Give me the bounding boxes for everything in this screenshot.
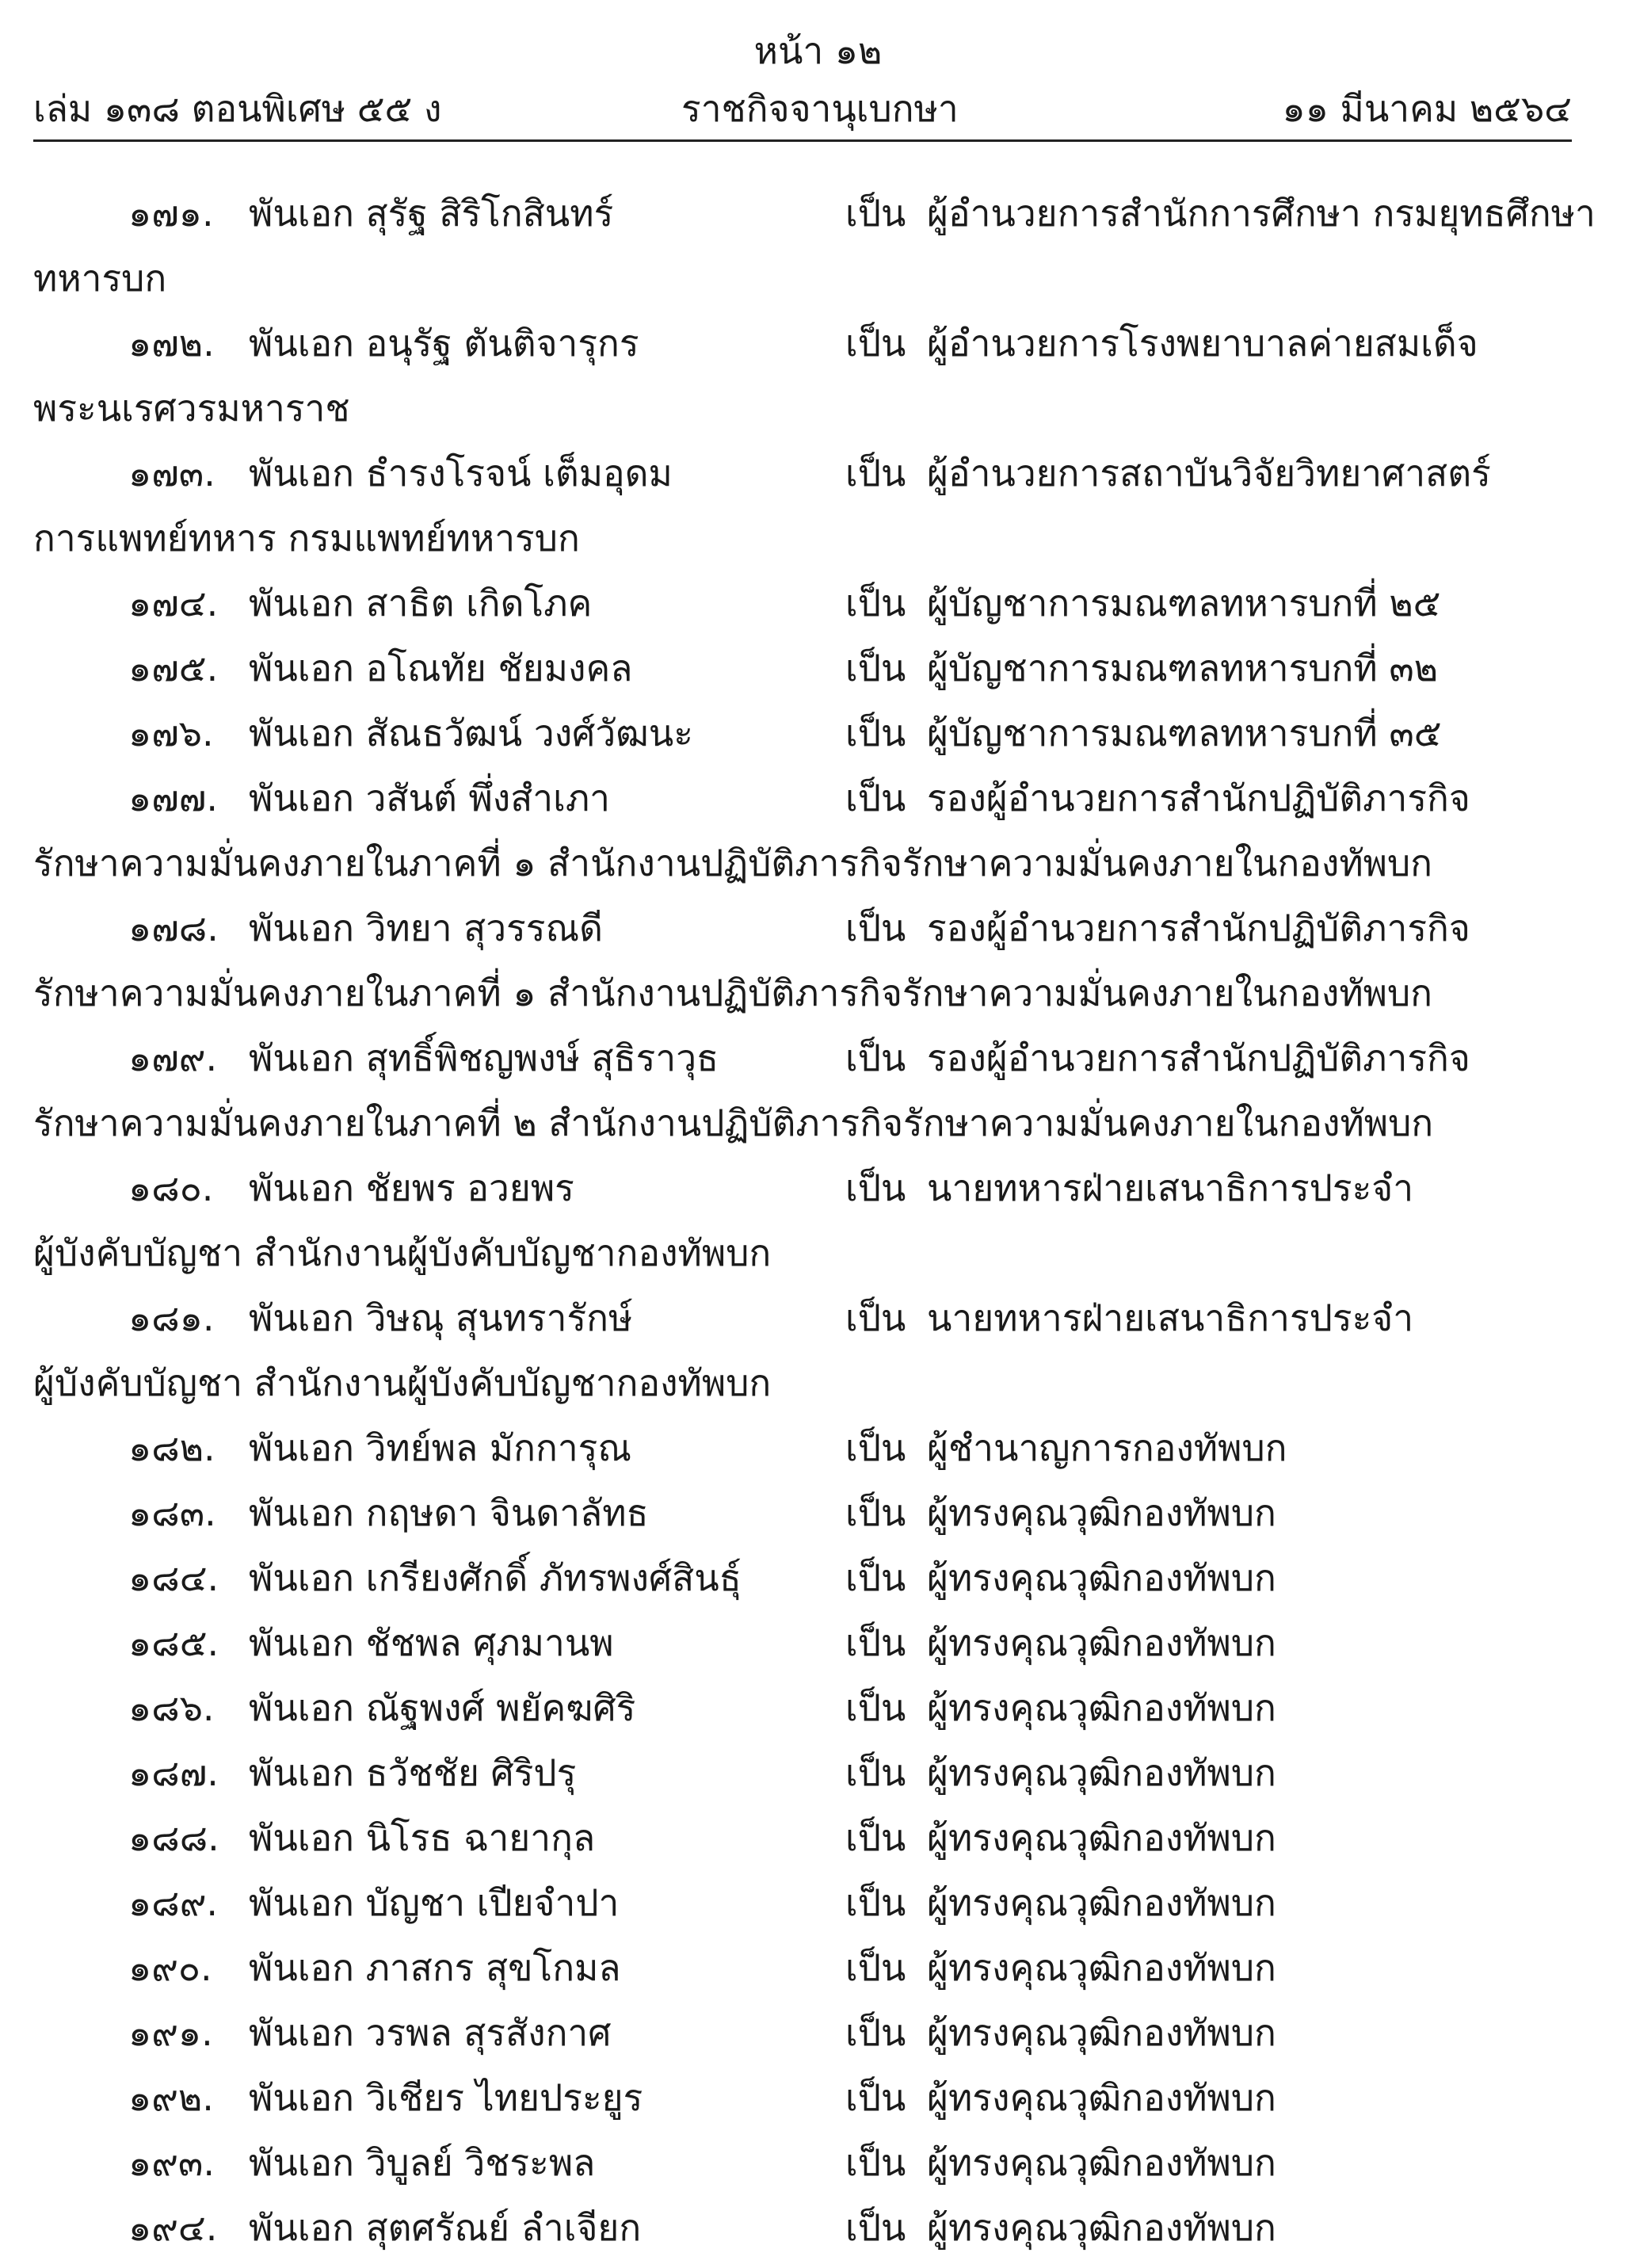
entry-line bbox=[33, 895, 1572, 960]
entry-line bbox=[33, 2195, 1572, 2260]
position-title: ผู้ทรงคุณวุฒิกองทัพบก bbox=[927, 1556, 1276, 1599]
appointment-entry bbox=[33, 2000, 1572, 2065]
appointment-entry bbox=[33, 1740, 1572, 1805]
entry-number: ๑๗๔. bbox=[128, 582, 219, 624]
entry-line bbox=[33, 1610, 1572, 1675]
entry-number: ๑๗๓. bbox=[128, 452, 215, 494]
appointed-as-label: เป็น bbox=[845, 1686, 906, 1729]
officer-name: พันเอก ชัชพล ศุภมานพ bbox=[249, 1621, 614, 1664]
entry-number: ๑๙๔. bbox=[128, 2206, 218, 2249]
appointed-as-label: เป็น bbox=[845, 2206, 906, 2249]
position-title: รองผู้อำนวยการสำนักปฏิบัติภารกิจ bbox=[927, 777, 1470, 819]
appointed-as-label: เป็น bbox=[845, 1881, 906, 1924]
officer-name: พันเอก วิทย์พล มักการุณ bbox=[249, 1426, 632, 1469]
position-title: ผู้ทรงคุณวุฒิกองทัพบก bbox=[927, 1621, 1276, 1664]
position-title: นายทหารฝ่ายเสนาธิการประจำ bbox=[927, 1166, 1414, 1209]
officer-name: พันเอก วิบูลย์ วิชระพล bbox=[249, 2141, 596, 2184]
gazette-header bbox=[33, 82, 1572, 135]
appointed-as-label: เป็น bbox=[845, 1621, 906, 1664]
officer-name: พันเอก นิโรธ ฉายากุล bbox=[249, 1816, 596, 1859]
appointment-entry bbox=[33, 1545, 1572, 1610]
position-continuation: รักษาความมั่นคงภายในภาคที่ ๑ สำนักงานปฏิบัติภารกิจรักษาความมั่นคงภายในกองทัพบก bbox=[33, 842, 1433, 884]
officer-name: พันเอก ภาสกร สุขโกมล bbox=[249, 1946, 621, 1989]
appointed-as-label: เป็น bbox=[845, 1816, 906, 1859]
appointed-as-label: เป็น bbox=[845, 907, 906, 949]
entry-number: ๑๗๙. bbox=[128, 1037, 218, 1079]
appointment-entry bbox=[33, 1155, 1572, 1285]
entry-number: ๑๘๓. bbox=[128, 1491, 216, 1534]
appointment-entry bbox=[33, 636, 1572, 701]
appointed-as-label: เป็น bbox=[845, 1166, 906, 1209]
position-title: ผู้ทรงคุณวุฒิกองทัพบก bbox=[927, 1946, 1276, 1989]
entry-line bbox=[33, 311, 1572, 376]
officer-name: พันเอก ชัยพร อวยพร bbox=[249, 1166, 574, 1209]
officer-name: พันเอก สุตศรัณย์ ลำเจียก bbox=[249, 2206, 642, 2249]
position-title: ผู้ทรงคุณวุฒิกองทัพบก bbox=[927, 1881, 1276, 1924]
position-title: ผู้ทรงคุณวุฒิกองทัพบก bbox=[927, 1751, 1276, 1794]
entry-number: ๑๘๐. bbox=[128, 1166, 214, 1209]
appointment-entry bbox=[33, 2195, 1572, 2260]
appointment-entry bbox=[33, 181, 1596, 311]
appointed-as-label: เป็น bbox=[845, 712, 906, 754]
officer-name: พันเอก เกรียงศักดิ์ ภัทรพงศ์สินธุ์ bbox=[249, 1556, 742, 1599]
entry-number: ๑๙๐. bbox=[128, 1946, 212, 1989]
entry-number: ๑๙๓. bbox=[128, 2141, 215, 2184]
appointed-as-label: เป็น bbox=[845, 192, 906, 235]
position-title: ผู้ทรงคุณวุฒิกองทัพบก bbox=[927, 1686, 1276, 1729]
entry-line bbox=[33, 2065, 1572, 2130]
appointment-entry bbox=[33, 1870, 1572, 1935]
entry-number: ๑๘๖. bbox=[128, 1686, 215, 1729]
appointment-entry bbox=[33, 1610, 1572, 1675]
entry-line bbox=[33, 1805, 1572, 1870]
entry-number: ๑๘๑. bbox=[128, 1296, 215, 1339]
entry-line bbox=[33, 1155, 1572, 1220]
position-title: ผู้ทรงคุณวุฒิกองทัพบก bbox=[927, 1491, 1276, 1534]
appointed-as-label: เป็น bbox=[845, 1426, 906, 1469]
position-title: ผู้บัญชาการมณฑลทหารบกที่ ๒๕ bbox=[927, 582, 1441, 624]
entry-line bbox=[33, 1870, 1572, 1935]
appointed-as-label: เป็น bbox=[845, 2141, 906, 2184]
appointment-entry bbox=[33, 1935, 1572, 2000]
entry-number: ๑๙๑. bbox=[128, 2011, 213, 2054]
entry-line bbox=[33, 2000, 1572, 2065]
entry-number: ๑๘๕. bbox=[128, 1621, 219, 1664]
entry-line bbox=[33, 1480, 1572, 1545]
position-title: ผู้อำนวยการสำนักการศึกษา กรมยุทธศึกษา bbox=[927, 192, 1596, 235]
entry-line bbox=[33, 766, 1572, 830]
appointed-as-label: เป็น bbox=[845, 582, 906, 624]
officer-name: พันเอก วรพล สุรสังกาศ bbox=[249, 2011, 612, 2054]
position-title: ผู้ทรงคุณวุฒิกองทัพบก bbox=[927, 2206, 1276, 2249]
appointment-entry bbox=[33, 1480, 1572, 1545]
appointed-as-label: เป็น bbox=[845, 647, 906, 689]
appointed-as-label: เป็น bbox=[845, 1556, 906, 1599]
appointment-list bbox=[33, 181, 1596, 2260]
entry-line bbox=[33, 1740, 1572, 1805]
appointed-as-label: เป็น bbox=[845, 1037, 906, 1079]
entry-line bbox=[33, 1285, 1572, 1350]
officer-name: พันเอก ธวัชชัย ศิริปรุ bbox=[249, 1751, 577, 1794]
entry-number: ๑๗๗. bbox=[128, 777, 219, 819]
position-title: ผู้ชำนาญการกองทัพบก bbox=[927, 1426, 1287, 1469]
entry-line bbox=[33, 441, 1572, 506]
officer-name: พันเอก วสันต์ พึ่งสำเภา bbox=[249, 777, 611, 819]
appointed-as-label: เป็น bbox=[845, 452, 906, 494]
entry-line bbox=[33, 181, 1596, 246]
position-title: ผู้ทรงคุณวุฒิกองทัพบก bbox=[927, 1816, 1276, 1859]
position-continuation: พระนเรศวรมหาราช bbox=[33, 387, 350, 430]
entry-number: ๑๙๒. bbox=[128, 2076, 214, 2119]
entry-line bbox=[33, 2130, 1572, 2195]
entry-number: ๑๗๕. bbox=[128, 647, 219, 689]
officer-name: พันเอก สัณธวัฒน์ วงศ์วัฒนะ bbox=[249, 712, 693, 754]
entry-number: ๑๗๑. bbox=[128, 192, 214, 235]
entry-line bbox=[33, 1675, 1572, 1740]
appointment-entry bbox=[33, 2130, 1572, 2195]
entry-number: ๑๘๘. bbox=[128, 1816, 219, 1859]
position-continuation: ทหารบก bbox=[33, 257, 167, 300]
entry-line bbox=[33, 571, 1572, 636]
appointed-as-label: เป็น bbox=[845, 1751, 906, 1794]
entry-line bbox=[33, 701, 1572, 766]
appointment-entry bbox=[33, 895, 1572, 1025]
position-title: ผู้ทรงคุณวุฒิกองทัพบก bbox=[927, 2141, 1276, 2184]
officer-name: พันเอก วิเชียร ไทยประยูร bbox=[249, 2076, 643, 2119]
entry-number: ๑๗๒. bbox=[128, 322, 215, 365]
volume-issue: เล่ม ๑๓๘ ตอนพิเศษ ๕๕ ง bbox=[33, 87, 442, 130]
appointment-entry bbox=[33, 1025, 1572, 1155]
position-title: ผู้อำนวยการสถาบันวิจัยวิทยาศาสตร์ bbox=[927, 452, 1491, 494]
entry-line bbox=[33, 1545, 1572, 1610]
appointed-as-label: เป็น bbox=[845, 777, 906, 819]
appointment-entry bbox=[33, 571, 1572, 636]
appointed-as-label: เป็น bbox=[845, 2011, 906, 2054]
position-title: ผู้อำนวยการโรงพยาบาลค่ายสมเด็จ bbox=[927, 322, 1478, 365]
appointed-as-label: เป็น bbox=[845, 1296, 906, 1339]
position-title: นายทหารฝ่ายเสนาธิการประจำ bbox=[927, 1296, 1414, 1339]
entry-line bbox=[33, 1935, 1572, 2000]
entry-number: ๑๗๖. bbox=[128, 712, 214, 754]
officer-name: พันเอก สุรัฐ สิริโกสินทร์ bbox=[249, 192, 614, 235]
officer-name: พันเอก วิทยา สุวรรณดี bbox=[249, 907, 604, 949]
position-continuation: ผู้บังคับบัญชา สำนักงานผู้บังคับบัญชากองทัพบก bbox=[33, 1361, 772, 1404]
appointed-as-label: เป็น bbox=[845, 1491, 906, 1534]
entry-line bbox=[33, 636, 1572, 701]
position-title: ผู้บัญชาการมณฑลทหารบกที่ ๓๕ bbox=[927, 712, 1442, 754]
entry-number: ๑๘๒. bbox=[128, 1426, 215, 1469]
appointment-entry bbox=[33, 1285, 1572, 1415]
appointed-as-label: เป็น bbox=[845, 322, 906, 365]
position-title: ผู้ทรงคุณวุฒิกองทัพบก bbox=[927, 2011, 1276, 2054]
position-title: ผู้บัญชาการมณฑลทหารบกที่ ๓๒ bbox=[927, 647, 1439, 689]
position-continuation: รักษาความมั่นคงภายในภาคที่ ๑ สำนักงานปฏิบัติภารกิจรักษาความมั่นคงภายในกองทัพบก bbox=[33, 972, 1433, 1014]
appointed-as-label: เป็น bbox=[845, 1946, 906, 1989]
entry-number: ๑๘๔. bbox=[128, 1556, 219, 1599]
entry-number: ๑๗๘. bbox=[128, 907, 219, 949]
appointment-entry bbox=[33, 441, 1572, 571]
officer-name: พันเอก สาธิต เกิดโภค bbox=[249, 582, 593, 624]
position-continuation: รักษาความมั่นคงภายในภาคที่ ๒ สำนักงานปฏิบัติภารกิจรักษาความมั่นคงภายในกองทัพบก bbox=[33, 1102, 1434, 1144]
header-divider bbox=[33, 139, 1572, 142]
officer-name: พันเอก ณัฐพงศ์ พยัคฆศิริ bbox=[249, 1686, 636, 1729]
officer-name: พันเอก วิษณุ สุนทรารักษ์ bbox=[249, 1296, 633, 1339]
entry-line bbox=[33, 1025, 1572, 1090]
officer-name: พันเอก บัญชา เปียจำปา bbox=[249, 1881, 620, 1924]
entry-number: ๑๘๙. bbox=[128, 1881, 219, 1924]
position-continuation: ผู้บังคับบัญชา สำนักงานผู้บังคับบัญชากองทัพบก bbox=[33, 1231, 772, 1274]
entry-number: ๑๘๗. bbox=[128, 1751, 219, 1794]
appointment-entry bbox=[33, 1675, 1572, 1740]
officer-name: พันเอก กฤษดา จินดาลัทธ bbox=[249, 1491, 649, 1534]
appointment-entry bbox=[33, 701, 1572, 766]
page-number: หน้า ๑๒ bbox=[753, 29, 883, 72]
position-title: รองผู้อำนวยการสำนักปฏิบัติภารกิจ bbox=[927, 907, 1470, 949]
position-title: รองผู้อำนวยการสำนักปฏิบัติภารกิจ bbox=[927, 1037, 1470, 1079]
appointment-entry bbox=[33, 311, 1572, 441]
publication-date: ๑๑ มีนาคม ๒๕๖๔ bbox=[1282, 87, 1572, 130]
entry-line bbox=[33, 1415, 1572, 1480]
appointment-entry bbox=[33, 1805, 1572, 1870]
position-title: ผู้ทรงคุณวุฒิกองทัพบก bbox=[927, 2076, 1276, 2119]
officer-name: พันเอก อนุรัฐ ตันติจารุกร bbox=[249, 322, 639, 365]
position-continuation: การแพทย์ทหาร กรมแพทย์ทหารบก bbox=[33, 517, 580, 559]
officer-name: พันเอก ธำรงโรจน์ เต็มอุดม bbox=[249, 452, 673, 494]
officer-name: พันเอก อโณทัย ชัยมงคล bbox=[249, 647, 633, 689]
appointed-as-label: เป็น bbox=[845, 2076, 906, 2119]
appointment-entry bbox=[33, 1415, 1572, 1480]
publication-title: ราชกิจจานุเบกษา bbox=[681, 87, 959, 130]
officer-name: พันเอก สุทธิ์พิชญพงษ์ สุธิราวุธ bbox=[249, 1037, 719, 1079]
appointment-entry bbox=[33, 2065, 1572, 2130]
appointment-entry bbox=[33, 766, 1572, 895]
